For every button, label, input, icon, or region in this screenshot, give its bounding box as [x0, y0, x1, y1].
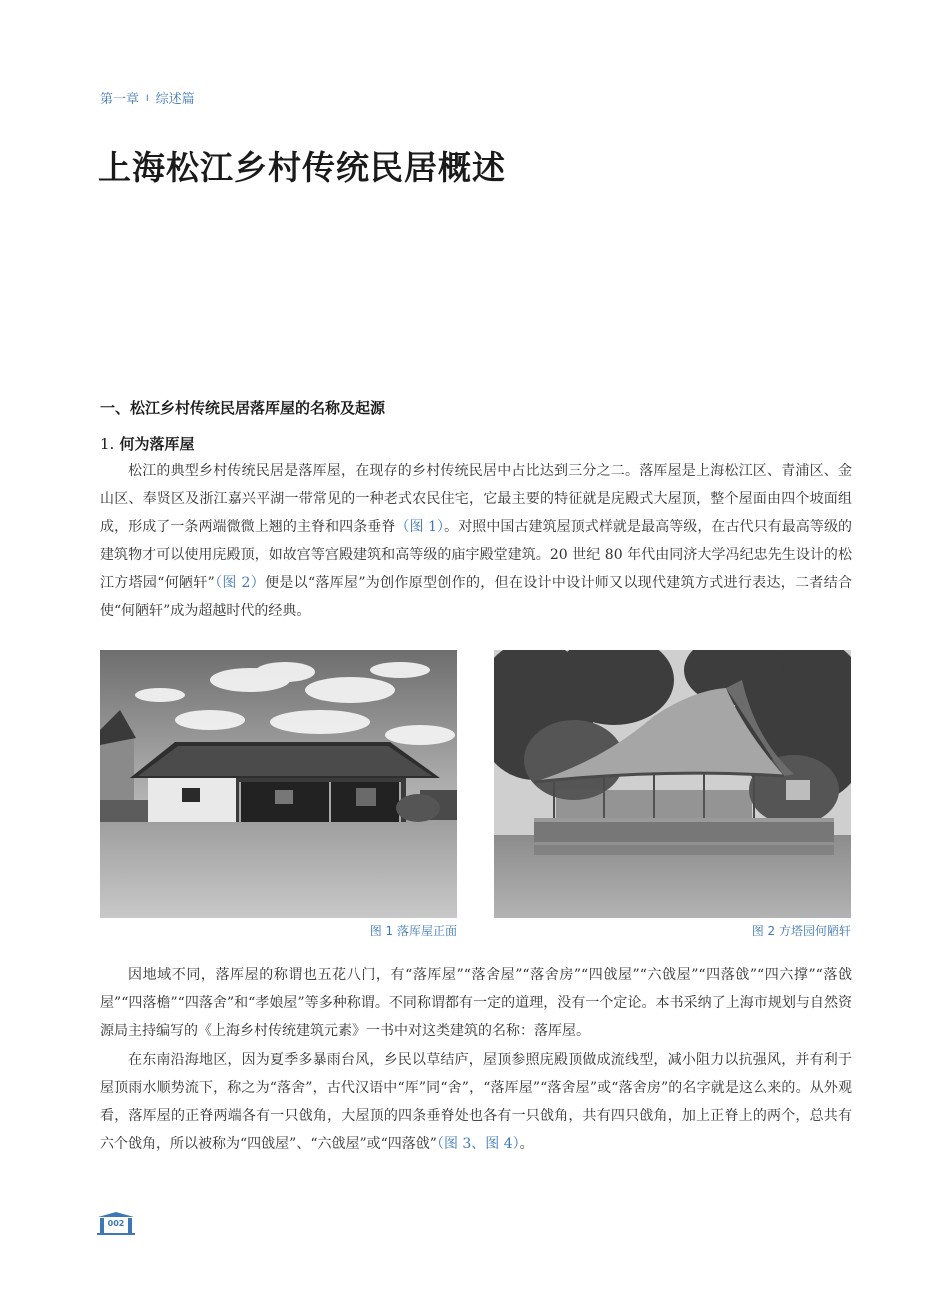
figure-1-photo	[100, 650, 457, 918]
figure-1-reference-link[interactable]: （图 1）	[395, 519, 445, 535]
pavilion-illustration	[494, 650, 851, 918]
page-number: 002	[107, 1219, 125, 1228]
paragraph-1-part-a: 松江的典型乡村传统民居是落厍屋，在现存的乡村传统民居中占比达到三分之二。落厍屋是上海松江区、青浦区、金山区、奉贤区及浙江嘉兴平湖一带常见的一种老式农民住宅，它最主要的特征就是庑殿式大屋顶，整个屋面由四个坡面组成，形成了一条两端微微上翘的主脊和四条垂脊	[100, 463, 852, 535]
paragraph-1-part-c: 便是以“落厍屋”为创作原型创作的，但在设计中设计师又以现代建筑方式进行表达，二者结合使“何陋轩”成为超越时代的经典。	[100, 575, 853, 619]
figure-1-caption: 图 1 落厍屋正面	[369, 924, 457, 938]
paragraph-3-part-b: 。	[519, 1136, 534, 1152]
section-name-label: 综述篇	[155, 92, 195, 107]
paragraph-3	[100, 1046, 852, 1158]
subsection-number: 1.	[100, 435, 115, 453]
paragraph-1-part-b: 。对照中国古建筑屋顶式样就是最高等级，在古代只有最高等级的建筑物才可以使用庑殿顶，如故宫等宫殿建筑和高等级的庙宇殿堂建筑。20 世纪 80 年代由同济大学冯纪忠先生设计的松江方塔园“何陋轩”	[100, 519, 853, 591]
paragraph-1	[100, 457, 852, 625]
paragraph-3-part-a: 在东南沿海地区，因为夏季多暴雨台风，乡民以草结庐，屋顶参照庑殿顶做成流线型，减小阻力以抗强风，并有利于屋顶雨水顺势流下，称之为“落舍”，古代汉语中“厍”同“舍”，“落厍屋”“落舍屋”或“落舍房”的名字就是这么来的。从外观看，落厍屋的正脊两端各有一只戗角，大屋顶的四条垂脊处也各有一只戗角，共有四只戗角，加上正脊上的两个，总共有六个戗角，所以被称为“四戗屋”、“六戗屋”或“四落戗”	[100, 1052, 852, 1152]
figure-2-reference-link[interactable]: （图 2）	[214, 575, 266, 591]
page-title: 上海松江乡村传统民居概述	[98, 148, 506, 187]
section-heading: 一、松江乡村传统民居落厍屋的名称及起源	[100, 399, 386, 417]
header-separator: I	[146, 94, 149, 104]
figure-2-caption: 图 2 方塔园何陋轩	[751, 924, 851, 938]
chapter-label: 第一章	[100, 92, 140, 107]
figure-3-4-reference-link[interactable]: （图 3、图 4）	[436, 1136, 520, 1152]
figure-2-photo	[494, 650, 851, 918]
subsection-heading	[100, 433, 195, 454]
subsection-title: 何为落厍屋	[119, 435, 195, 453]
house-front-illustration	[100, 650, 457, 918]
page-footer	[96, 1212, 136, 1236]
running-header	[100, 88, 195, 107]
paragraph-2: 因地域不同，落厍屋的称谓也五花八门，有“落厍屋”“落舍屋”“落舍房”“四戗屋”“六戗屋”“四落戗”“四六撑”“落戗屋”“四落檐”“四落舍”和“孝娘屋”等多种称谓。不同称谓都有一定的道理，没有一个定论。本书采纳了上海市规划与自然资源局主持编写的《上海乡村传统建筑元素》一书中对这类建筑的名称：落厍屋。	[100, 967, 852, 1039]
